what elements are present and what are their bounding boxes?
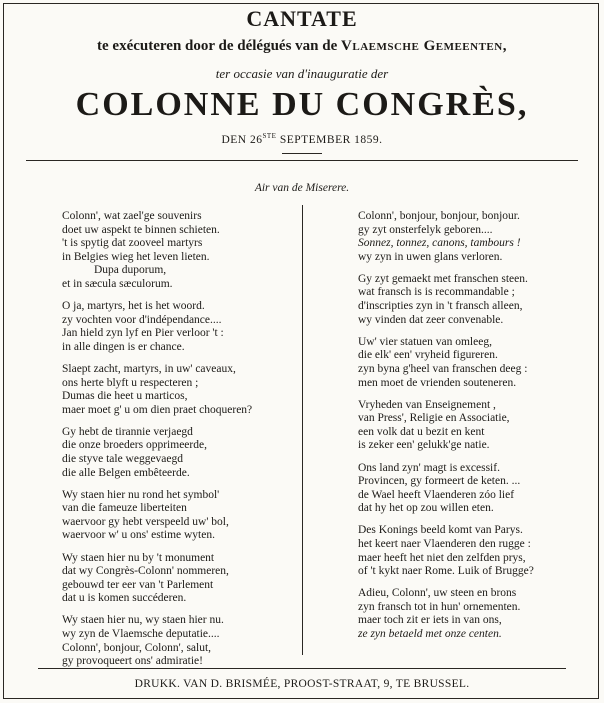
verse-line: of 't kykt naer Rome. Luik of Brugge? (358, 565, 534, 578)
verse-line: doet uw aspekt te binnen schieten. (62, 223, 220, 236)
occasion-line: ter occasie van d'inauguratie der (215, 66, 389, 81)
verse-line: ze zyn betaeld met onze centen. (358, 628, 502, 641)
verse-line: Sonnez, tonnez, canons, tambours ! (358, 237, 521, 250)
verse-line: dat wy Congrès-Colonn' nommeren, (62, 565, 229, 578)
stanza (358, 399, 590, 453)
verse-line: dat hy het op zou willen eten. (358, 502, 494, 515)
verse-line: maer moet g' u om dien praet choqueren? (62, 403, 253, 416)
verse-line: waervoor w' u ons' estime wyten. (62, 529, 215, 542)
verse-line: Slaept zacht, martyrs, in uw' caveaux, (62, 362, 236, 375)
verse-line: Provincen, gy formeert de keten. ... (358, 475, 521, 488)
stanza (358, 587, 590, 641)
short-divider (282, 153, 322, 154)
date-prefix: DEN 26 (221, 133, 263, 146)
verse-line: Jan hield zyn lyf en Pier verloor 't : (62, 327, 224, 340)
verse-line: et in sæcula sæculorum. (62, 277, 173, 290)
verse-line: is zeker een' gelukk'ge natie. (358, 439, 490, 452)
stanza (358, 524, 590, 578)
verse-line: gebouwd ter eer van 't Parlement (62, 578, 214, 591)
verse-line: Adieu, Colonn', uw steen en brons (358, 587, 517, 600)
date-line (0, 132, 604, 146)
verse-line: Colonn', bonjour, bonjour, bonjour. (358, 210, 520, 222)
verse-line: zyn fransch tot in hun' ornementen. (358, 600, 521, 613)
verse-line: maer heeft het niet den zelfden prys, (358, 551, 526, 564)
header-divider (26, 160, 578, 161)
verse-line: Wy staen hier nu by 't monument (62, 551, 215, 564)
stanza (62, 210, 294, 292)
cantata-title: CANTATE (246, 6, 358, 31)
stanza (62, 614, 294, 668)
footer-divider (38, 668, 566, 669)
stanza (62, 300, 294, 354)
verse-line: O ja, martyrs, het is het woord. (62, 300, 205, 313)
verse-line: van Press', Religie en Associatie, (358, 412, 510, 425)
air-line: Air van de Miserere. (254, 182, 350, 194)
verse-line: van die fameuze liberteiten (62, 502, 187, 515)
stanza (358, 336, 590, 390)
verse-line: de Wael heeft Vlaenderen zóo lief (358, 488, 515, 501)
stanza (62, 489, 294, 543)
verse-line: Colonn', bonjour, Colonn', salut, (62, 641, 212, 654)
verse-line: Ons land zyn' magt is excessif. (358, 461, 500, 474)
verse-line: Uw' vier statuen van omleeg, (358, 335, 492, 348)
verse-line: die onze broeders opprimeerde, (62, 439, 207, 452)
verse-line: in Belgies wieg het leven lieten. (62, 250, 210, 263)
verse-line: het keert naer Vlaenderen den rugge : (358, 537, 531, 550)
verse-line: die elk' een' vryheid figureren. (358, 349, 498, 362)
verse-line: Dupa duporum, (94, 264, 167, 277)
subtitle-line (0, 38, 604, 55)
verse-line: dat u is komen succéderen. (62, 592, 187, 605)
stanza (62, 426, 294, 480)
verse-line: Gy hebt de tirannie verjaegd (62, 425, 193, 438)
left-column (62, 210, 294, 677)
verse-line: een volk dat u bezit en kent (358, 425, 485, 438)
verse-line: wy vinden dat zeer convenable. (358, 313, 504, 326)
subtitle-prefix: te exécuteren door de délégués van de (97, 38, 338, 54)
verse-line: die styve tale weggevaegd (62, 453, 184, 465)
verse-line: gy zyt onsterfelyk geboren.... (358, 223, 493, 236)
verse-line: Wy staen hier nu rond het symbol' (62, 488, 220, 501)
stanza (358, 462, 590, 516)
verse-line: Wy staen hier nu, wy staen hier nu. (62, 614, 224, 627)
verse-line: ons herte blyft u respecteren ; (62, 376, 199, 389)
verse-line: men moet de vrienden souteneren. (358, 376, 517, 389)
stanza (62, 363, 294, 417)
stanza (358, 273, 590, 327)
date-rest: SEPTEMBER 1859. (276, 133, 383, 146)
verse-line: in alle dingen is er chance. (62, 340, 185, 353)
verse-line: zy vochten voor d'indépendance.... (62, 313, 222, 326)
verse-line: Des Konings beeld komt van Parys. (358, 524, 523, 537)
verse-line: gy provoqueert ons' admiratie! (62, 655, 203, 668)
verse-line: d'inscripties zyn in 't fransch alleen, (358, 300, 523, 313)
date-suffix: STE (262, 132, 277, 140)
printer-footer: DRUKK. VAN D. BRISMÉE, PROOST-STRAAT, 9, TE BRUSSEL. (134, 678, 470, 690)
verse-line: wat fransch is is recommandable ; (358, 286, 515, 299)
verse-line: Vryheden van Enseignement , (358, 398, 496, 411)
verse-line: waervoor gy hebt verspeeld uw' bol, (62, 515, 229, 528)
subtitle-caps: Vlaemsche Gemeenten, (341, 38, 507, 54)
right-column (358, 210, 590, 650)
verse-line: maer toch zit er iets in van ons, (358, 614, 502, 627)
main-heading: COLONNE DU CONGRÈS, (75, 86, 529, 123)
verse-line: zyn byna g'heel van franschen deeg : (358, 362, 528, 375)
verse-line: Colonn', wat zael'ge souvenirs (62, 210, 202, 222)
verse-line: die alle Belgen embêteerde. (62, 466, 190, 479)
verse-line: 't is spytig dat zooveel martyrs (62, 237, 203, 250)
stanza (358, 210, 590, 264)
verse-line: Dumas die heet u marticos, (62, 390, 188, 403)
verse-line: Gy zyt gemaekt met franschen steen. (358, 272, 528, 285)
verse-line: wy zyn in uwen glans verloren. (358, 250, 503, 263)
column-divider (302, 205, 303, 655)
stanza (62, 552, 294, 606)
verse-line: wy zyn de Vlaemsche deputatie.... (62, 628, 220, 641)
